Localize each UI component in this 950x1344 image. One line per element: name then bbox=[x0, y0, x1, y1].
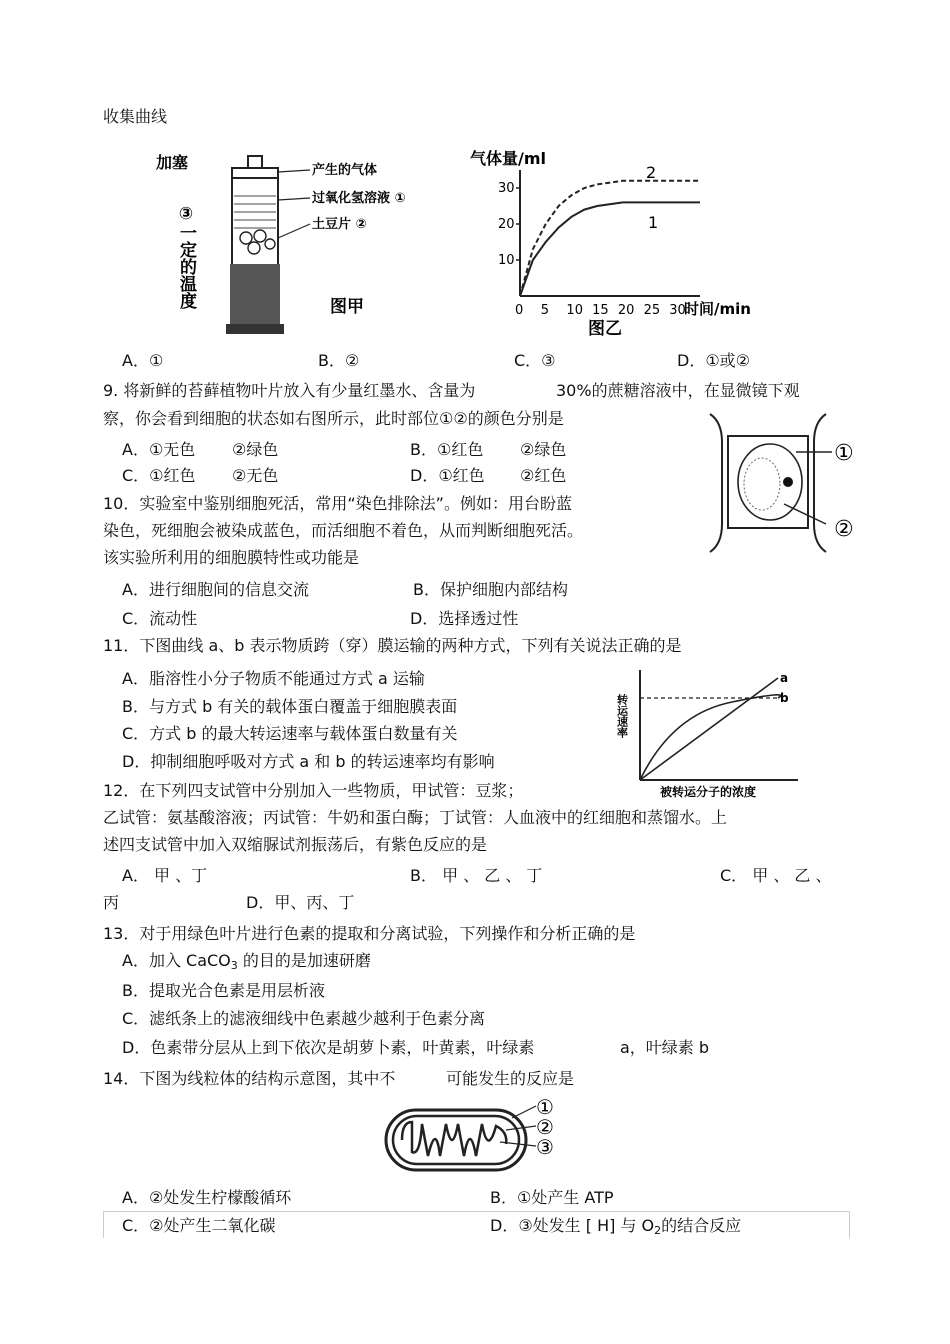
q14-option-b[interactable]: B．①处产生 ATP bbox=[490, 1188, 614, 1207]
q12-option-c[interactable]: C． 甲 、 乙 、 bbox=[720, 866, 832, 885]
transport-label-a: a bbox=[780, 671, 789, 685]
q9-option-c[interactable]: C．①红色 bbox=[122, 466, 196, 485]
transport-ylabel: 转运速率 bbox=[615, 694, 629, 738]
q9-option-a2: ②绿色 bbox=[232, 440, 279, 459]
section-heading: 收集曲线 bbox=[103, 107, 168, 126]
q9-stem-1: 9. 将新鲜的苔藓植物叶片放入有少量红墨水、含量为 bbox=[103, 381, 476, 400]
q13-a-pre: A．加入 CaCO bbox=[122, 951, 231, 970]
q8-option-b[interactable]: B．② bbox=[318, 351, 360, 370]
x-tick-label: 30 bbox=[669, 303, 686, 318]
q11-option-b[interactable]: B．与方式 b 有关的载体蛋白覆盖于细胞膜表面 bbox=[122, 697, 458, 716]
transport-label-b: b bbox=[780, 691, 789, 705]
q14-stem: 14．下图为线粒体的结构示意图，其中不 bbox=[103, 1069, 396, 1088]
q8-option-c[interactable]: C．③ bbox=[514, 351, 556, 370]
curve-label-1: 1 bbox=[648, 213, 659, 232]
q13-option-d[interactable]: D．色素带分层从上到下依次是胡萝卜素，叶黄素，叶绿素 bbox=[122, 1038, 535, 1057]
caption-yi: 图乙 bbox=[588, 319, 622, 339]
q10-option-c[interactable]: C．流动性 bbox=[122, 609, 198, 628]
q14-d-sub: 2 bbox=[654, 1224, 662, 1237]
cell-label-1: ① bbox=[834, 441, 854, 466]
chart-ylabel: 气体量/ml bbox=[470, 149, 547, 168]
mito-cristae bbox=[402, 1122, 506, 1156]
q13-a-post: 的目的是加速研磨 bbox=[237, 951, 371, 970]
q12-option-d[interactable]: D．甲、丙、丁 bbox=[246, 893, 355, 912]
q9-option-d2: ②红色 bbox=[520, 466, 567, 485]
curve-label-2: 2 bbox=[646, 163, 657, 182]
mito-label-2: ② bbox=[536, 1115, 554, 1139]
x-tick-label: 10 bbox=[566, 303, 583, 318]
chart-xlabel: 时间/min bbox=[684, 300, 751, 318]
q9-option-c2: ②无色 bbox=[232, 466, 279, 485]
q10-option-b[interactable]: B．保护细胞内部结构 bbox=[413, 580, 568, 599]
transport-curve-a bbox=[640, 678, 778, 780]
q8-option-d[interactable]: D．①或② bbox=[677, 351, 751, 370]
label-temperature: ③一定的温度 bbox=[176, 204, 196, 309]
nucleus-shape bbox=[783, 477, 793, 487]
q8-option-a[interactable]: A．① bbox=[122, 351, 164, 370]
q12-option-b[interactable]: B． 甲 、 乙 、 丁 bbox=[410, 866, 543, 885]
q14-option-a[interactable]: A．②处发生柠檬酸循环 bbox=[122, 1188, 292, 1207]
q11-option-d[interactable]: D．抑制细胞呼吸对方式 a 和 b 的转运速率均有影响 bbox=[122, 752, 495, 771]
x-tick-label: 25 bbox=[643, 303, 661, 318]
q13-option-a[interactable] bbox=[122, 951, 371, 976]
q10-stem-1: 10．实验室中鉴别细胞死活，常用“染色排除法”。例如：用台盼蓝 bbox=[103, 494, 572, 513]
q12-option-c-wrap: 丙 bbox=[103, 893, 120, 912]
label-plug: 加塞 bbox=[156, 153, 189, 172]
q11-stem: 11．下图曲线 a、b 表示物质跨（穿）膜运输的两种方式，下列有关说法正确的是 bbox=[103, 636, 682, 655]
x-tick-label: 5 bbox=[540, 303, 549, 318]
q14-d-post: 的结合反应 bbox=[661, 1216, 742, 1235]
label-gas: 产生的气体 bbox=[312, 163, 378, 178]
q13-option-d2: a，叶绿素 b bbox=[620, 1038, 710, 1057]
cell-wall-shape bbox=[728, 436, 808, 528]
y-tick-label: 30 bbox=[498, 181, 515, 196]
series-line-1 bbox=[520, 202, 700, 296]
q13-stem: 13．对于用绿色叶片进行色素的提取和分离试验，下列操作和分析正确的是 bbox=[103, 924, 636, 943]
plug-shape bbox=[248, 156, 262, 168]
q11-option-c[interactable]: C．方式 b 的最大转运速率与载体蛋白数量有关 bbox=[122, 724, 458, 743]
q12-stem-2: 乙试管：氨基酸溶液；丙试管：牛奶和蛋白酶；丁试管：人血液中的红细胞和蒸馏水。上 bbox=[103, 808, 728, 827]
figure-mitochondrion bbox=[380, 1092, 580, 1178]
x-tick-label: 0 bbox=[515, 303, 524, 318]
q9-option-d[interactable]: D．①红色 bbox=[410, 466, 485, 485]
q12-option-a[interactable]: A． 甲 、丁 bbox=[122, 866, 208, 885]
q14-d-pre: D．③处发生 [ H] 与 O bbox=[490, 1216, 655, 1235]
q12-stem-3: 述四支试管中加入双缩脲试剂振荡后，有紫色反应的是 bbox=[103, 835, 488, 854]
q14-stem-b: 可能发生的反应是 bbox=[446, 1069, 575, 1088]
figure-cell bbox=[700, 412, 870, 554]
transport-xlabel: 被转运分子的浓度 bbox=[660, 785, 757, 799]
q10-stem-2: 染色，死细胞会被染成蓝色，而活细胞不着色，从而判断细胞死活。 bbox=[103, 521, 584, 540]
q9-option-b[interactable]: B．①红色 bbox=[410, 440, 484, 459]
q12-stem-1: 12．在下列四支试管中分别加入一些物质，甲试管：豆浆； bbox=[103, 781, 524, 800]
x-tick-label: 15 bbox=[592, 303, 609, 318]
label-h2o2: 过氧化氢溶液 ① bbox=[312, 191, 406, 206]
series-line-2 bbox=[520, 181, 700, 296]
figure-yi-chart bbox=[470, 148, 800, 340]
q14-option-d[interactable] bbox=[490, 1216, 741, 1241]
label-potato: 土豆片 ② bbox=[312, 217, 367, 232]
q9-option-a[interactable]: A．①无色 bbox=[122, 440, 196, 459]
q10-option-d[interactable]: D．选择透过性 bbox=[410, 609, 519, 628]
cell-label-2: ② bbox=[834, 517, 854, 542]
q10-stem-3: 该实验所利用的细胞膜特性或功能是 bbox=[103, 548, 360, 567]
q9-option-b2: ②绿色 bbox=[520, 440, 567, 459]
water-bath-shape bbox=[230, 264, 280, 330]
q13-option-c[interactable]: C．滤纸条上的滤液细线中色素越少越利于色素分离 bbox=[122, 1009, 486, 1028]
y-tick-label: 10 bbox=[498, 253, 515, 268]
q9-stem-2: 察，你会看到细胞的状态如右图所示，此时部位①②的颜色分别是 bbox=[103, 409, 564, 428]
x-tick-label: 20 bbox=[617, 303, 635, 318]
q11-option-a[interactable]: A．脂溶性小分子物质不能通过方式 a 运输 bbox=[122, 669, 425, 688]
q9-stem-1b: 30%的蔗糖溶液中，在显微镜下观 bbox=[556, 381, 800, 400]
q13-a-sub: 3 bbox=[230, 959, 238, 972]
caption-jia: 图甲 bbox=[330, 297, 364, 317]
mito-label-3: ③ bbox=[536, 1135, 554, 1159]
transport-curve-b bbox=[640, 695, 781, 780]
figure-transport bbox=[612, 664, 802, 802]
mito-label-1: ① bbox=[536, 1095, 554, 1119]
q14-option-c[interactable]: C．②处产生二氧化碳 bbox=[122, 1216, 276, 1235]
figure-jia bbox=[150, 148, 450, 340]
q13-option-b[interactable]: B．提取光合色素是用层析液 bbox=[122, 981, 325, 1000]
y-tick-label: 20 bbox=[498, 217, 515, 232]
q10-option-a[interactable]: A．进行细胞间的信息交流 bbox=[122, 580, 309, 599]
